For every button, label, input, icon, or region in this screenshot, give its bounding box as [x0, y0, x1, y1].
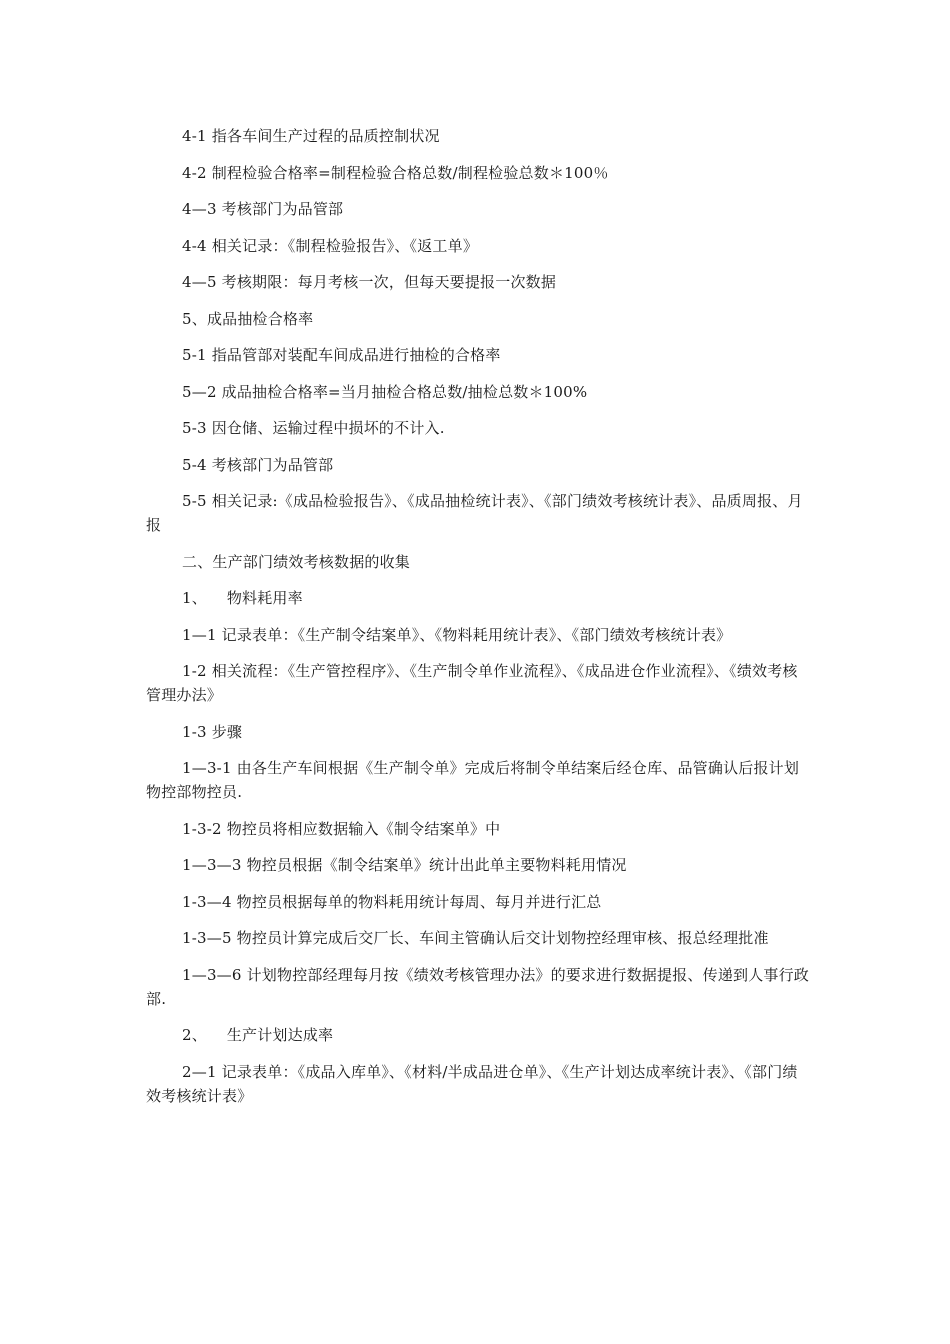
- paragraph-1-2: 1-2 相关流程：《生产管控程序》、《生产制令单作业流程》、《成品进仓作业流程》、《绩效考核管理办法》: [146, 662, 798, 704]
- paragraph-1-3-4: 1-3—4 物控员根据每单的物料耗用统计每周、每月并进行汇总: [182, 892, 602, 911]
- paragraph-5-4: 5-4 考核部门为品管部: [182, 455, 334, 474]
- paragraph-5-1: 5-1 指品管部对装配车间成品进行抽检的合格率: [182, 346, 501, 364]
- paragraph-4-1: 4-1 指各车间生产过程的品质控制状况: [182, 127, 440, 145]
- section-heading-5: 5、成品抽检合格率: [182, 309, 314, 328]
- paragraph-4-3: 4—3 考核部门为品管部: [182, 200, 344, 218]
- paragraph-1-1: 1—1 记录表单：《生产制令结案单》、《物料耗用统计表》、《部门绩效考核统计表》: [182, 625, 732, 644]
- document-body: [146, 124, 810, 1120]
- paragraph-1-3-1: 1—3-1 由各生产车间根据《生产制令单》完成后将制令单结案后经仓库、品管确认后报计划物控部物控员.: [146, 759, 800, 801]
- paragraph-1-3-3: 1—3—3 物控员根据《制令结案单》统计出此单主要物料耗用情况: [182, 856, 627, 874]
- paragraph-5-5: 5-5 相关记录:《成品检验报告》、《成品抽检统计表》、《部门绩效考核统计表》、品质周报、月报: [146, 492, 803, 534]
- paragraph-2-1: 2—1 记录表单：《成品入库单》、《材料/半成品进仓单》、《生产计划达成率统计表》、《部门绩效考核统计表》: [146, 1062, 798, 1105]
- paragraph-1-3-2: 1-3-2 物控员将相应数据输入《制令结案单》中: [182, 819, 501, 838]
- paragraph-1-3-6: 1—3—6 计划物控部经理每月按《绩效考核管理办法》的要求进行数据提报、传递到人事行政部.: [146, 965, 810, 1008]
- paragraph-5-2: 5—2 成品抽检合格率=当月抽检合格总数/抽检总数＊100%: [182, 382, 588, 401]
- section-heading-1: 1、 物料耗用率: [182, 589, 303, 607]
- paragraph-1-3-5: 1-3—5 物控员计算完成后交厂长、车间主管确认后交计划物控经理审核、报总经理批准: [182, 929, 769, 947]
- paragraph-5-3: 5-3 因仓储、运输过程中损坏的不计入.: [182, 419, 445, 437]
- chapter-heading-2: 二、生产部门绩效考核数据的收集: [182, 552, 411, 571]
- paragraph-4-5: 4—5 考核期限：每月考核一次，但每天要提报一次数据: [182, 273, 557, 291]
- paragraph-4-4: 4-4 相关记录：《制程检验报告》、《返工单》: [182, 236, 479, 255]
- paragraph-4-2: 4-2 制程检验合格率=制程检验合格总数/制程检验总数＊100％: [182, 163, 609, 182]
- section-heading-2: 2、 生产计划达成率: [182, 1026, 334, 1044]
- paragraph-1-3: 1-3 步骤: [182, 722, 243, 741]
